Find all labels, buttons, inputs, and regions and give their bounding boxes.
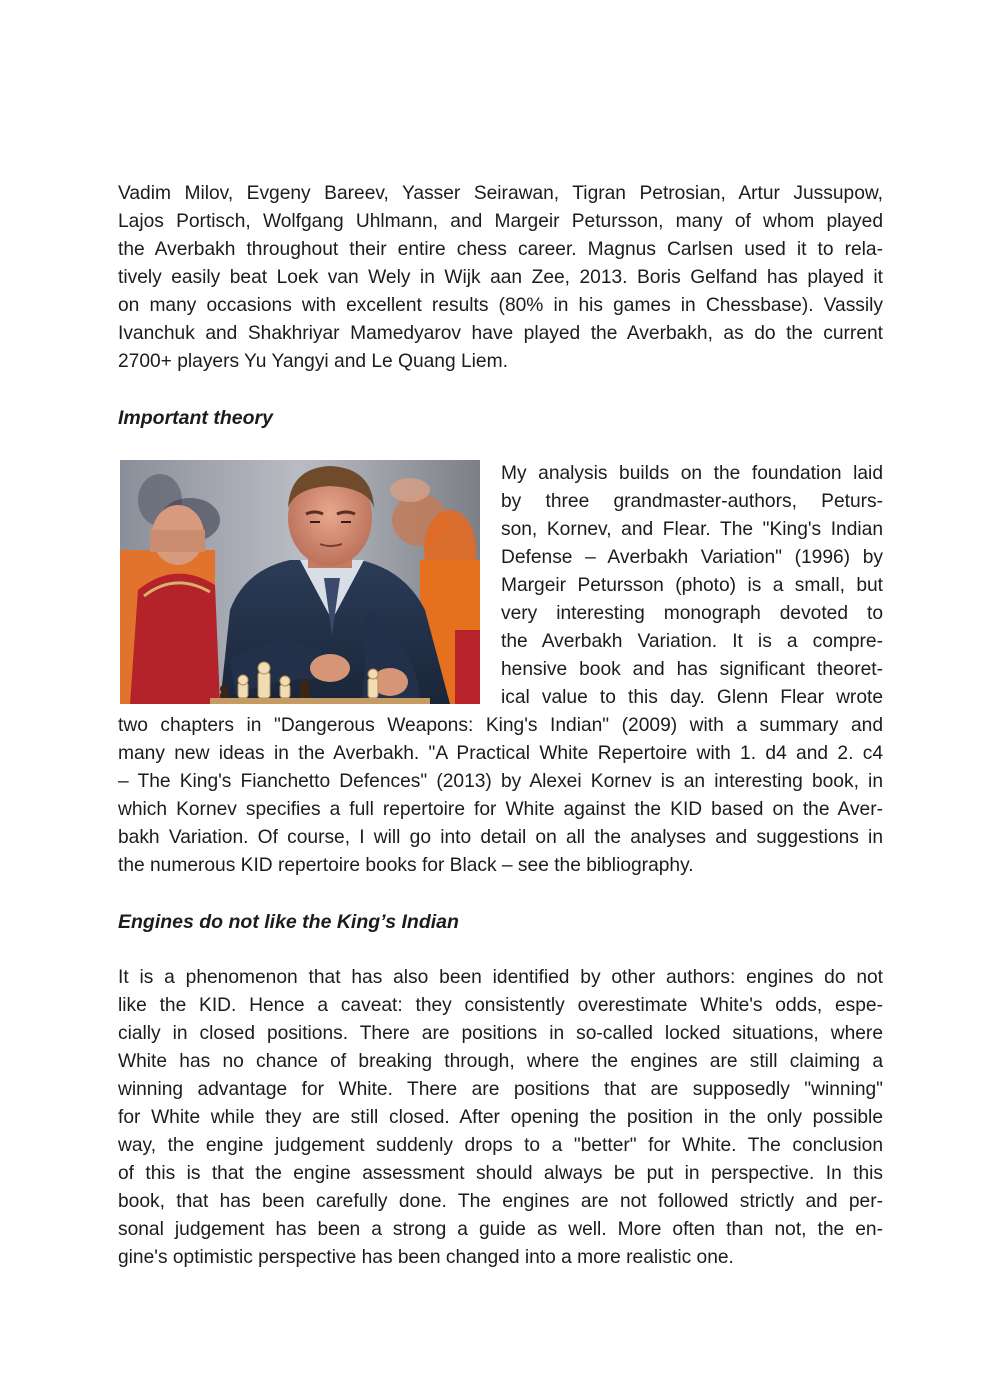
text-line: which Kornev specifies a full repertoire for White against the KID based on the Aver- — [118, 799, 883, 820]
engines-paragraph — [118, 964, 883, 1272]
text-line: Ivanchuk and Shakhriyar Mamedyarov have played the Averbakh, as do the current — [118, 323, 883, 344]
text-line: – The King's Fianchetto Defences" (2013) by Alexei Kornev is an interesting book, in — [118, 771, 883, 792]
text-line: sonal judgement has been a strong a guide as well. More often than not, the en- — [118, 1219, 883, 1240]
photo-text-block — [118, 460, 883, 712]
text-line: ical value to this day. Glenn Flear wrote — [501, 687, 883, 708]
text-line: It is a phenomenon that has also been identified by other authors: engines do not — [118, 967, 883, 988]
text-line: Vadim Milov, Evgeny Bareev, Yasser Seirawan, Tigran Petrosian, Artur Jussupow, — [118, 183, 883, 204]
side-paragraph — [501, 460, 883, 712]
text-line: cially in closed positions. There are positions in so-called locked situations, where — [118, 1023, 883, 1044]
text-line: many new ideas in the Averbakh. "A Practical White Repertoire with 1. d4 and 2. c4 — [118, 743, 883, 764]
text-line: the Averbakh Variation. It is a compre- — [501, 631, 883, 652]
text-line: winning advantage for White. There are positions that are supposedly "winning" — [118, 1079, 883, 1100]
text-line: bakh Variation. Of course, I will go into detail on all the analyses and suggestions in — [118, 827, 883, 848]
text-line: Defense – Averbakh Variation" (1996) by — [501, 547, 883, 568]
text-line: on many occasions with excellent results (80% in his games in Chessbase). Vassily — [118, 295, 883, 316]
text-line: way, the engine judgement suddenly drops to a "better" for White. The conclusion — [118, 1135, 883, 1156]
text-line: gine's optimistic perspective has been changed into a more realistic one. — [118, 1247, 734, 1268]
text-line: Lajos Portisch, Wolfgang Uhlmann, and Margeir Petursson, many of whom played — [118, 211, 883, 232]
intro-paragraph — [118, 180, 883, 376]
text-line: by three grandmaster-authors, Peturs- — [501, 491, 883, 512]
text-line: My analysis builds on the foundation laid — [501, 463, 883, 484]
text-line: 2700+ players Yu Yangyi and Le Quang Liem. — [118, 351, 508, 372]
spacer — [118, 880, 883, 908]
text-line: tively easily beat Loek van Wely in Wijk aan Zee, 2013. Boris Gelfand has played it — [118, 267, 883, 288]
text-line: book, that has been carefully done. The engines are not followed strictly and per- — [118, 1191, 883, 1212]
text-line: of this is that the engine assessment should always be put in perspective. In this — [118, 1163, 883, 1184]
page-body — [118, 180, 883, 1272]
spacer — [118, 432, 883, 460]
text-line: Margeir Petursson (photo) is a small, but — [501, 575, 883, 596]
spacer — [118, 376, 883, 404]
theory-paragraph-continued — [118, 712, 883, 880]
text-line: two chapters in "Dangerous Weapons: King's Indian" (2009) with a summary and — [118, 715, 883, 736]
text-line: the Averbakh throughout their entire chess career. Magnus Carlsen used it to rela- — [118, 239, 883, 260]
text-line: hensive book and has significant theoret- — [501, 659, 883, 680]
text-line: son, Kornev, and Flear. The "King's Indian — [501, 519, 883, 540]
text-line: White has no chance of breaking through, where the engines are still claiming a — [118, 1051, 883, 1072]
section-heading-theory: Important theory — [118, 407, 273, 429]
text-line: the numerous KID repertoire books for Black – see the bibliography. — [118, 855, 694, 876]
text-line: like the KID. Hence a caveat: they consistently overestimate White's odds, espe- — [118, 995, 883, 1016]
text-line: very interesting monograph devoted to — [501, 603, 883, 624]
section-heading-engines: Engines do not like the King’s Indian — [118, 911, 459, 933]
spacer — [118, 936, 883, 964]
text-line: for White while they are still closed. After opening the position in the only possible — [118, 1107, 883, 1128]
petursson-photo — [120, 460, 480, 704]
